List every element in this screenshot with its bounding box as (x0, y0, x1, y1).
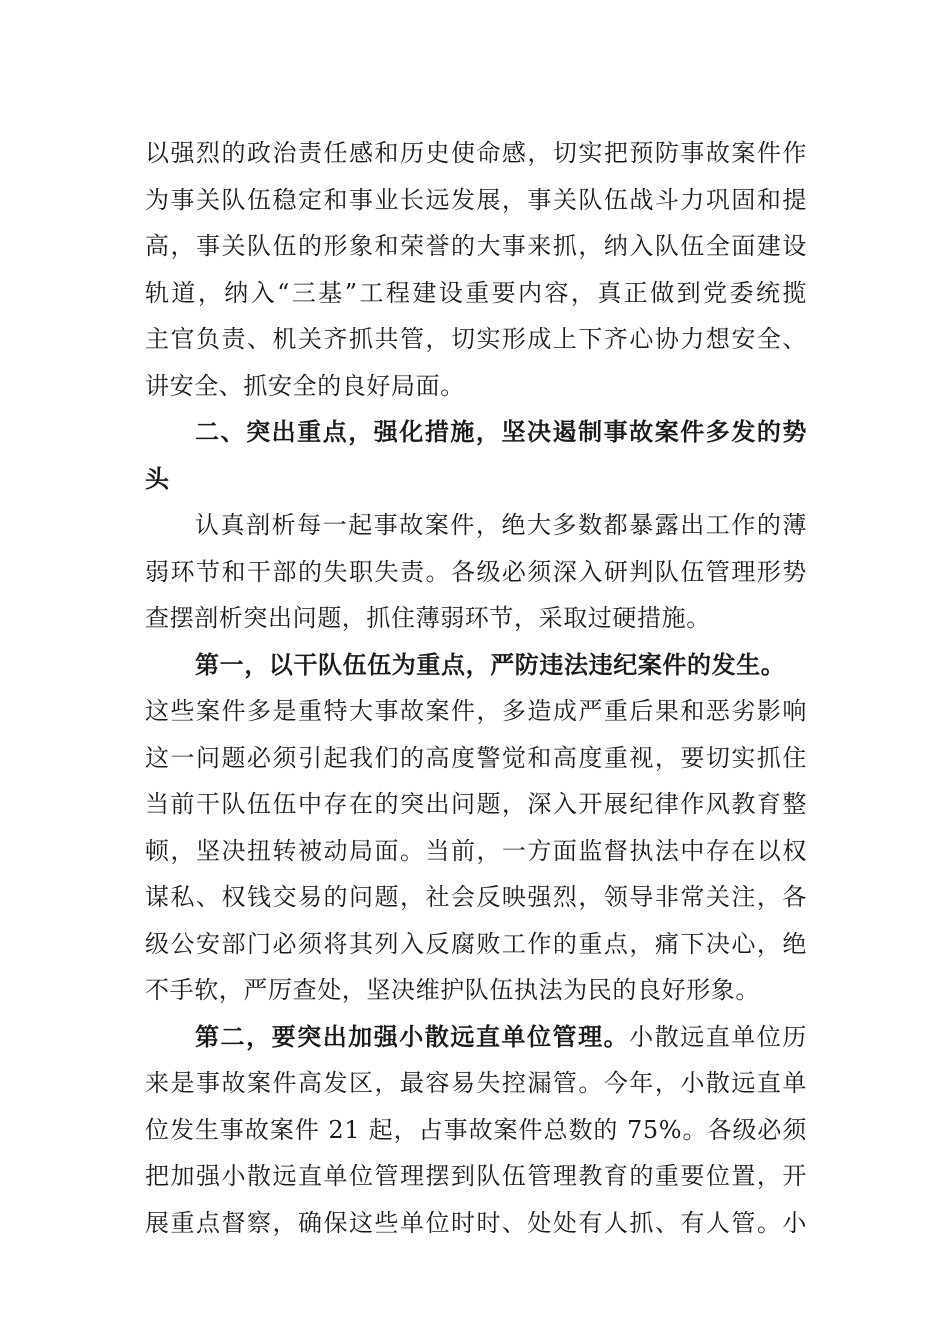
paragraph-first-point (145, 642, 807, 1014)
heading-line: 头 (145, 464, 170, 493)
text-line: 不手软，严厉查处，坚决维护队伍执法为民的良好形象。 (145, 976, 760, 1004)
text-line: 顿，坚决扭转被动局面。当前，一方面监督执法中存在以权 (145, 836, 807, 865)
text-line: 这一问题必须引起我们的高度警觉和高度重视，要切实抓住 (145, 743, 807, 772)
text-line: 来是事故案件高发区，最容易失控漏管。今年，小散远直单 (145, 1069, 807, 1097)
text-line: 谋私、权钱交易的问题，社会反映强烈，领导非常关注，各 (145, 883, 807, 911)
paragraph-second-point (145, 1014, 807, 1247)
text-line: 级公安部门必须将其列入反腐败工作的重点，痛下决心，绝 (145, 929, 807, 958)
text-line: 认真剖析每一起事故案件，绝大多数都暴露出工作的薄 (195, 511, 807, 539)
point-lead: 第一，以干队伍伍为重点，严防违法违纪案件的发生。 (195, 650, 786, 679)
text-line: 位发生事故案件 21 起，占事故案件总数的 75%。各级必须 (145, 1115, 807, 1144)
heading-line: 二、突出重点，强化措施，坚决遏制事故案件多发的势 (195, 418, 807, 446)
document-body (145, 130, 807, 1246)
text-line (145, 1014, 807, 1061)
text-line: 轨道，纳入“三基”工程建设重要内容，真正做到党委统揽 (145, 278, 807, 307)
text-line: 讲安全、抓安全的良好局面。 (145, 371, 465, 400)
paragraph-analysis (145, 502, 807, 642)
text-line: 主官负责、机关齐抓共管，切实形成上下齐心协力想安全、 (145, 325, 807, 353)
paragraph-commitment (145, 130, 807, 409)
text-line: 当前干队伍伍中存在的突出问题，深入开展纪律作风教育整 (145, 790, 807, 818)
text-line: 展重点督察，确保这些单位时时、处处有人抓、有人管。小 (145, 1208, 807, 1237)
text-line: 为事关队伍稳定和事业长远发展，事关队伍战斗力巩固和提 (145, 185, 807, 214)
text-line: 弱环节和干部的失职失责。各级必须深入研判队伍管理形势 (145, 557, 807, 586)
point-lead: 第二，要突出加强小散远直单位管理。 (195, 1022, 630, 1051)
text-line: 高，事关队伍的形象和荣誉的大事来抓，纳入队伍全面建设 (145, 232, 807, 260)
text-line: 以强烈的政治责任感和历史使命感，切实把预防事故案件作 (145, 139, 807, 167)
section-heading-2 (145, 409, 807, 502)
text-line: 把加强小散远直单位管理摆到队伍管理教育的重要位置，开 (145, 1162, 807, 1190)
point-lead-tail: 小散远直单位历 (629, 1022, 808, 1051)
text-line: 查摆剖析突出问题，抓住薄弱环节，采取过硬措施。 (145, 604, 711, 632)
text-line: 这些案件多是重特大事故案件，多造成严重后果和恶劣影响 (145, 697, 807, 725)
